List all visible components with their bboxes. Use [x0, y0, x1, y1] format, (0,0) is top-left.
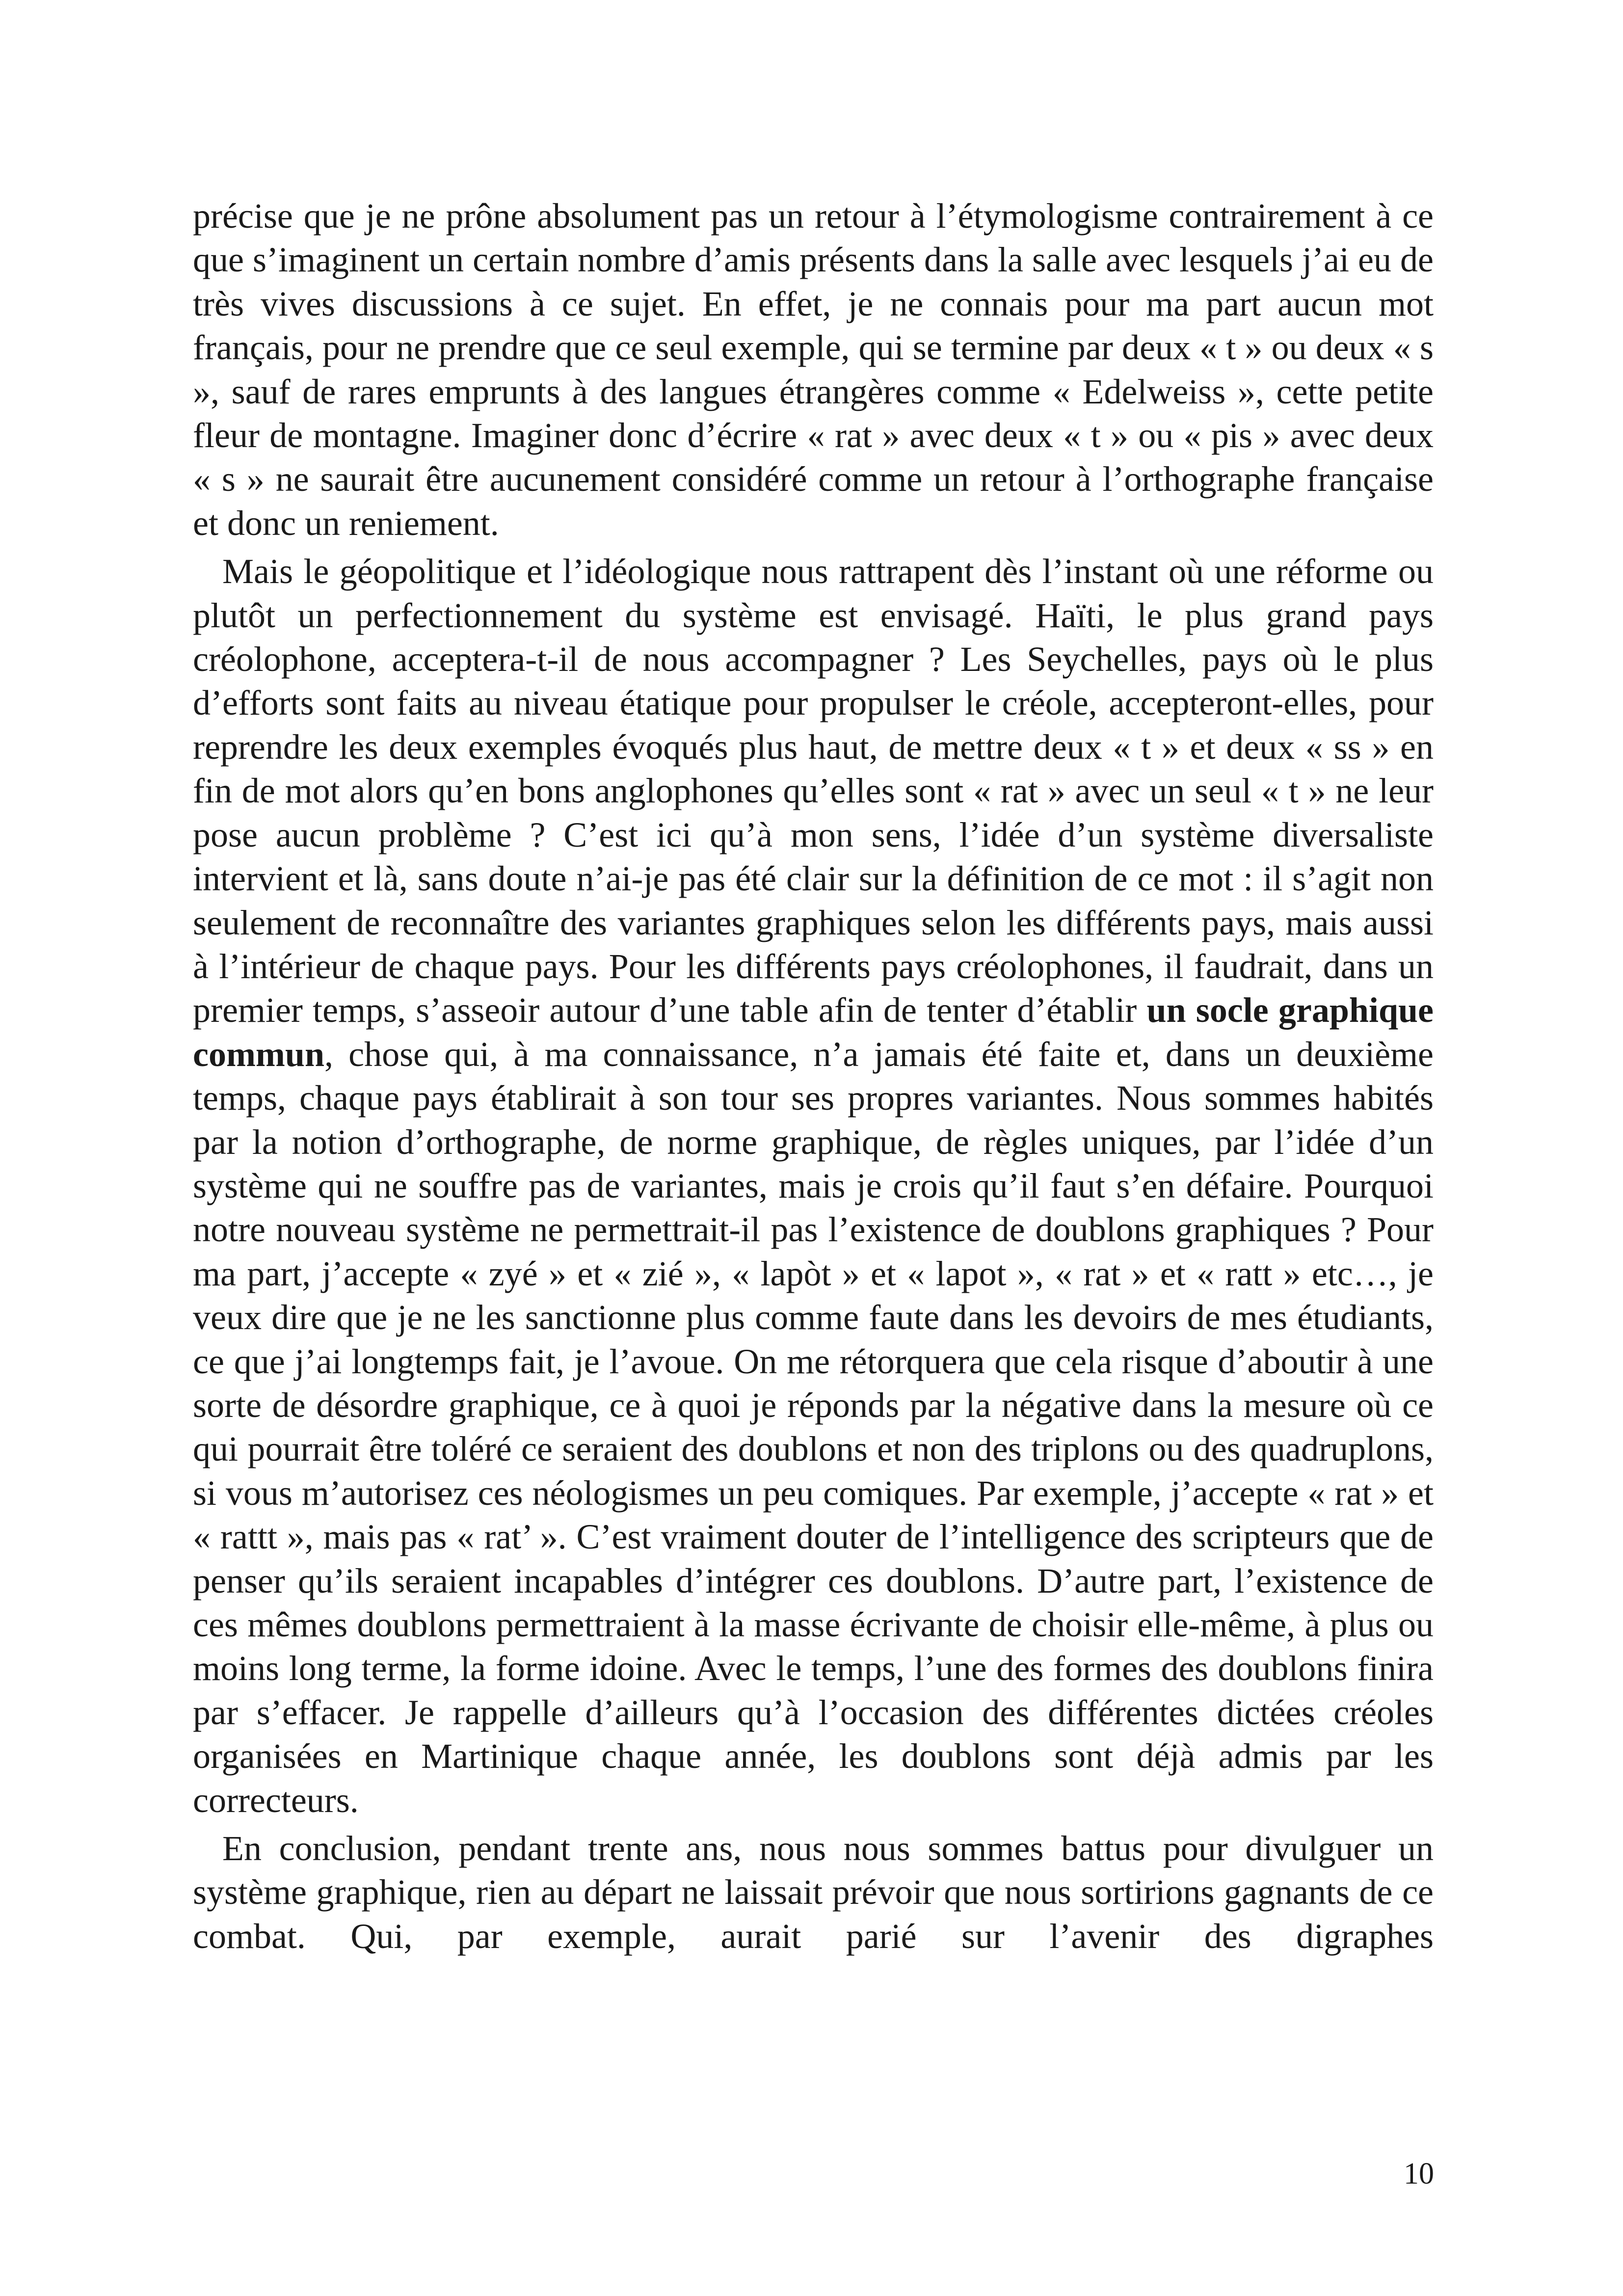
body-text [193, 194, 1434, 1958]
paragraph-1 [193, 194, 1434, 545]
paragraph-2-bold-phrase: un socle graphique commun [193, 990, 1434, 1074]
paragraph-3 [193, 1827, 1434, 1958]
page-number: 10 [1404, 2157, 1434, 2190]
paragraph-2-text-before: Mais le géopolitique et l’idéologique nous rattrapent dès l’instant où une réforme ou plutôt un perfectionnement du système est envisagé. Haïti, le plus grand pays créolophone, acceptera-t-il de nous accompagner ? Les Seychelles, pays où le plus d’efforts sont faits au niveau étatique pour propulser le créole, accepteront-elles, pour reprendre les deux exemples évoqués plus haut, de mettre deux « t » et deux « ss » en fin de mot alors qu’en bons anglophones qu’elles sont « rat » avec un seul « t » ne leur pose aucun problème ? C’est ici qu’à mon sens, l’idée d’un système diversaliste intervient et là, sans doute n’ai-je pas été clair sur la définition de ce mot : il s’agit non seulement de reconnaître des variantes graphiques selon les différents pays, mais aussi à l’intérieur de chaque pays. Pour les différents pays créolophones, il faudrait, dans un premier temps, s’asseoir autour d’une table afin de tenter d’établir [193, 552, 1434, 1030]
paragraph-2-text-after: , chose qui, à ma connaissance, n’a jamais été faite et, dans un deuxième temps, chaque pays établirait à son tour ses propres variantes. Nous sommes habités par la notion d’orthographe, de norme graphique, de règles uniques, par l’idée d’un système qui ne souffre pas de variantes, mais je crois qu’il faut s’en défaire. Pourquoi notre nouveau système ne permettrait-il pas l’existence de doublons graphiques ? Pour ma part, j’accepte « zyé » et « zié », « lapòt » et « lapot », « rat » et « ratt » etc…, je veux dire que je ne les sanctionne plus comme faute dans les devoirs de mes étudiants, ce que j’ai longtemps fait, je l’avoue. On me rétorquera que cela risque d’aboutir à une sorte de désordre graphique, ce à quoi je réponds par la négative dans la mesure où ce qui pourrait être toléré ce seraient des doublons et non des triplons ou des quadruplons, si vous m’autorisez ces néologismes un peu comiques. Par exemple, j’accepte « rat » et « rattt », mais pas « rat’ ». C’est vraiment douter de l’intelligence des scripteurs que de penser qu’ils seraient incapables d’intégrer ces doublons. D’autre part, l’existence de ces mêmes doublons permettraient à la masse écrivante de choisir elle-même, à plus ou moins long terme, la forme idoine. Avec le temps, l’une des formes des doublons finira par s’effacer. Je rappelle d’ailleurs qu’à l’occasion des différentes dictées créoles organisées en Martinique chaque année, les doublons sont déjà admis par les correcteurs. [193, 1034, 1434, 1820]
paragraph-2 [193, 550, 1434, 1822]
paragraph-3-text: En conclusion, pendant trente ans, nous nous sommes battus pour divulguer un système graphique, rien au départ ne laissait prévoir que nous sortirions gagnants de ce combat. Qui, par exemple, aurait parié sur l’avenir des digraphes [193, 1829, 1434, 1956]
paragraph-1-text: précise que je ne prône absolument pas un retour à l’étymologisme contrairement à ce que s’imaginent un certain nombre d’amis présents dans la salle avec lesquels j’ai eu de très vives discussions à ce sujet. En effet, je ne connais pour ma part aucun mot français, pour ne prendre que ce seul exemple, qui se termine par deux « t » ou deux « s », sauf de rares emprunts à des langues étrangères comme « Edelweiss », cette petite fleur de montagne. Imaginer donc d’écrire « rat » avec deux « t » ou « pis » avec deux « s » ne saurait être aucunement considéré comme un retour à l’orthographe française et donc un reniement. [193, 196, 1434, 543]
